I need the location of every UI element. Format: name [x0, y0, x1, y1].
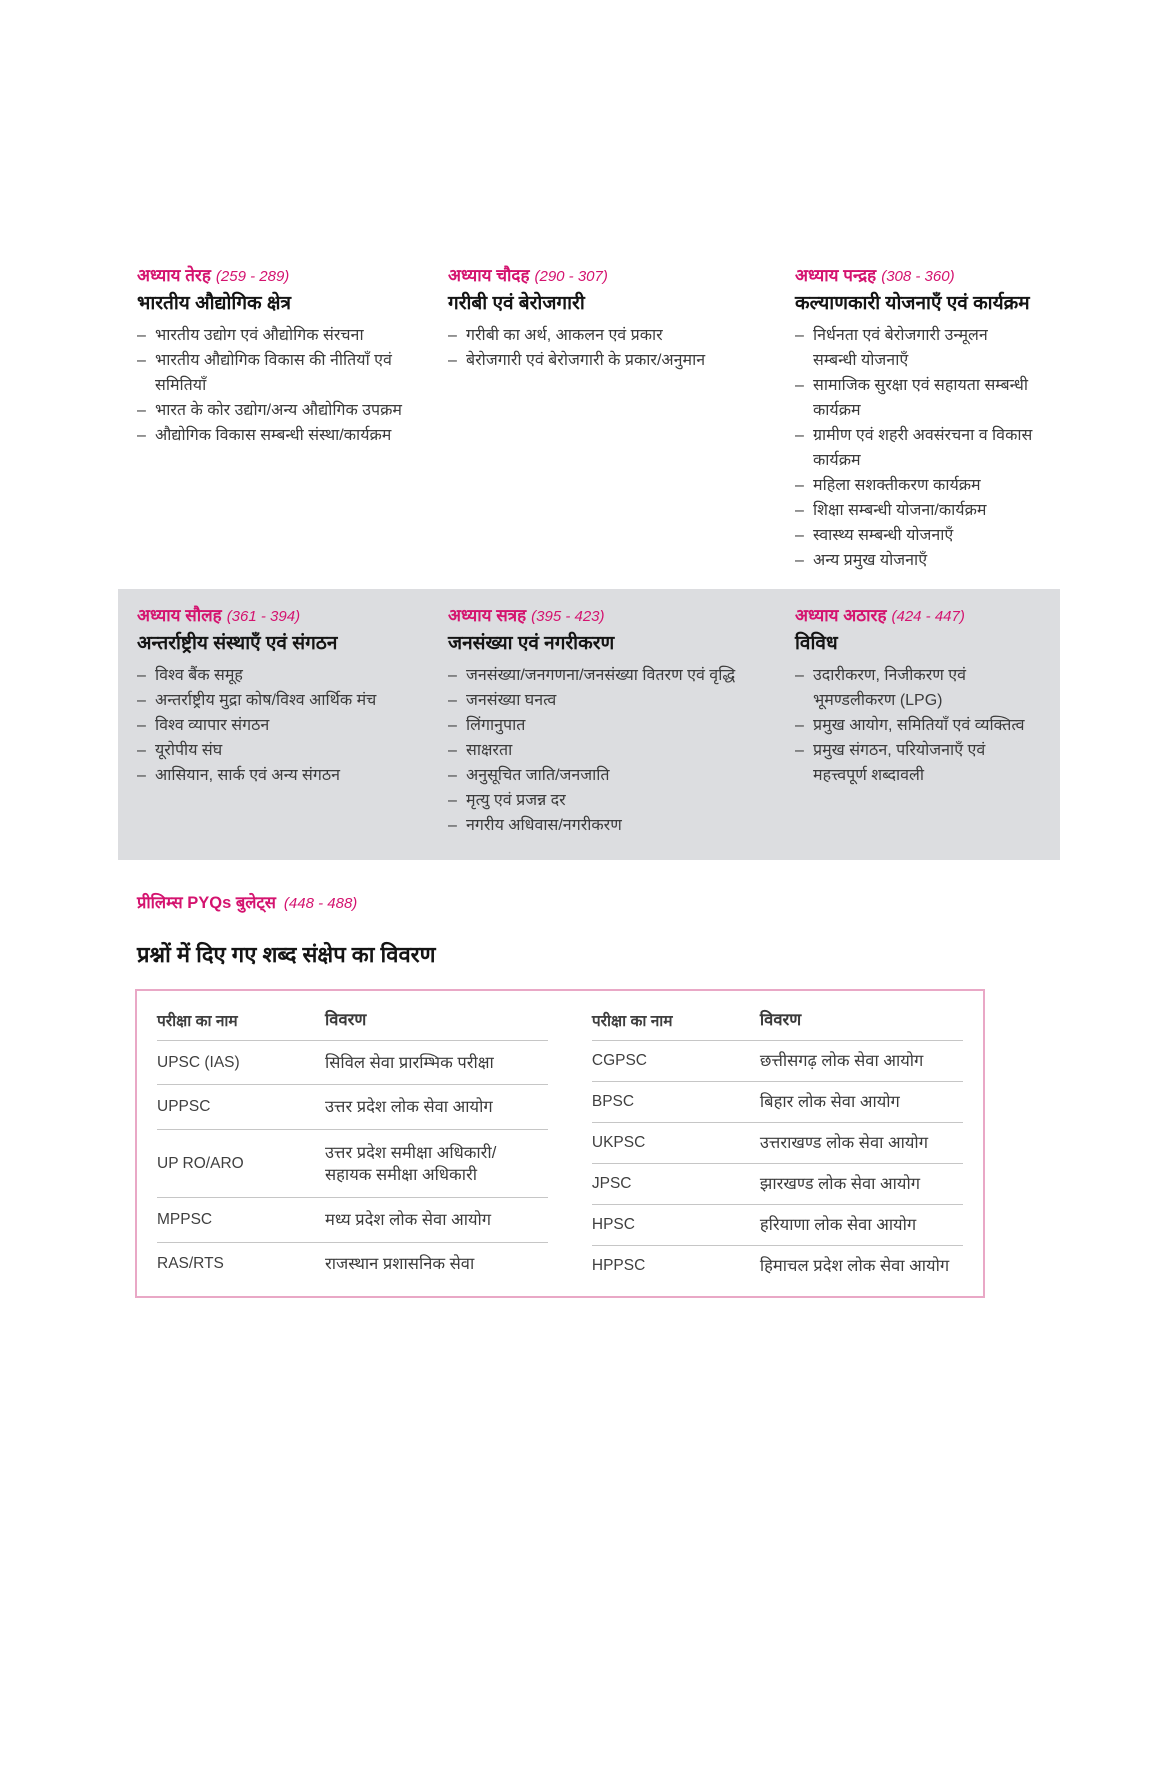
toc-item-text: नगरीय अधिवास/नगरीकरण: [466, 817, 622, 834]
chapter-17: [448, 605, 795, 838]
toc-item: [795, 473, 1034, 498]
chapter-page-range: (259 - 289): [215, 268, 290, 285]
chapters-row-top: [118, 265, 1060, 573]
toc-item: [795, 423, 1034, 473]
table-header-row: [157, 1001, 548, 1041]
toc-item-text: प्रमुख संगठन, परियोजनाएँ एवं महत्त्वपूर्ण शब्दावली: [813, 742, 986, 784]
toc-item-text: उदारीकरण, निजीकरण एवं भूमण्डलीकरण (LPG): [813, 667, 967, 709]
table-row: [592, 1205, 963, 1246]
chapter-label: अध्याय सत्रह: [448, 606, 527, 625]
toc-item-text: गरीबी का अर्थ, आकलन एवं प्रकार: [466, 327, 663, 344]
toc-item-dash: –: [448, 792, 457, 809]
table-row: [592, 1123, 963, 1164]
chapter-label: अध्याय अठारह: [795, 606, 887, 625]
exam-code-cell: BPSC: [592, 1082, 760, 1123]
exam-description-cell: बिहार लोक सेवा आयोग: [760, 1082, 963, 1123]
chapter-13-heading: [137, 265, 422, 288]
toc-item-dash: –: [448, 327, 457, 344]
toc-item-dash: –: [795, 502, 804, 519]
toc-item: [448, 813, 769, 838]
chapters-row-bottom: [118, 605, 1060, 838]
toc-item: [795, 738, 1034, 788]
chapter-15-title: कल्याणकारी योजनाएँ एवं कार्यक्रम: [795, 293, 1030, 314]
exam-code-cell: UPPSC: [157, 1085, 325, 1129]
table-row: [592, 1164, 963, 1205]
chapter-13-items: [137, 323, 422, 448]
toc-item-dash: –: [448, 352, 457, 369]
toc-item-dash: –: [448, 817, 457, 834]
toc-item-text: सामाजिक सुरक्षा एवं सहायता सम्बन्धी कार्यक्रम: [813, 377, 1029, 419]
toc-item-dash: –: [795, 427, 804, 444]
exam-code-cell: CGPSC: [592, 1041, 760, 1082]
toc-item-text: यूरोपीय संघ: [155, 742, 223, 759]
table-row: [157, 1242, 548, 1286]
toc-item-dash: –: [448, 717, 457, 734]
toc-item-dash: –: [448, 767, 457, 784]
chapter-18: [795, 605, 1060, 838]
toc-item-text: स्वास्थ्य सम्बन्धी योजनाएँ: [813, 527, 954, 544]
abbrev-table-left: [157, 1001, 548, 1286]
exam-code-cell: RAS/RTS: [157, 1255, 224, 1273]
exam-code-cell: UP RO/ARO: [157, 1129, 325, 1197]
toc-item-dash: –: [137, 667, 146, 684]
toc-item-dash: –: [795, 327, 804, 344]
toc-item-text: औद्योगिक विकास सम्बन्धी संस्था/कार्यक्रम: [155, 427, 392, 444]
toc-item-dash: –: [795, 477, 804, 494]
chapter-17-title: जनसंख्या एवं नगरीकरण: [448, 633, 615, 654]
toc-item: [795, 323, 1034, 373]
table-row: [592, 1246, 963, 1287]
toc-item-text: जनसंख्या/जनगणना/जनसंख्या वितरण एवं वृद्धि: [466, 667, 736, 684]
toc-item-text: अन्तर्राष्ट्रीय मुद्रा कोष/विश्व आर्थिक मंच: [155, 692, 377, 709]
chapter-15-items: [795, 323, 1034, 573]
toc-item-text: महिला सशक्तीकरण कार्यक्रम: [813, 477, 981, 494]
chapter-15-heading: [795, 265, 1034, 288]
chapter-page-range: (361 - 394): [226, 608, 301, 625]
toc-item-text: भारतीय उद्योग एवं औद्योगिक संरचना: [155, 327, 364, 344]
toc-item: [448, 663, 769, 688]
table-row: [157, 1041, 548, 1085]
chapter-16: [137, 605, 448, 838]
toc-item-dash: –: [137, 402, 146, 419]
chapter-page-range: (308 - 360): [881, 268, 955, 285]
exam-description-cell: हरियाणा लोक सेवा आयोग: [760, 1205, 963, 1246]
table-row: [157, 1085, 548, 1129]
table-row: [592, 1082, 963, 1123]
table-row: [157, 1198, 548, 1242]
exam-description-cell: हिमाचल प्रदेश लोक सेवा आयोग: [759, 1257, 950, 1275]
toc-item-text: विश्व व्यापार संगठन: [155, 717, 270, 734]
chapter-label: अध्याय पन्द्रह: [795, 266, 877, 285]
toc-item-dash: –: [795, 527, 804, 544]
table-row: [592, 1041, 963, 1082]
toc-item-dash: –: [137, 717, 146, 734]
pyqs-label: प्रीलिम्स PYQs बुलेट्स: [137, 894, 276, 912]
toc-item-dash: –: [795, 552, 804, 569]
toc-item: [137, 423, 422, 448]
chapter-14-title: गरीबी एवं बेरोजगारी: [448, 293, 585, 314]
column-header-exam-name: परीक्षा का नाम: [157, 1001, 325, 1041]
abbrev-table-right-body: [592, 1041, 963, 1287]
chapter-18-items: [795, 663, 1034, 788]
exam-description-cell: छत्तीसगढ़ लोक सेवा आयोग: [760, 1041, 963, 1082]
toc-item: [137, 348, 422, 398]
toc-item-text: बेरोजगारी एवं बेरोजगारी के प्रकार/अनुमान: [466, 352, 706, 369]
toc-item: [448, 763, 769, 788]
toc-item-dash: –: [448, 667, 457, 684]
pyqs-bullets-line: [137, 892, 1060, 915]
toc-item: [137, 663, 422, 688]
chapter-15: [795, 265, 1060, 573]
chapter-17-heading: [448, 605, 769, 628]
toc-item-text: भारत के कोर उद्योग/अन्य औद्योगिक उपक्रम: [155, 402, 402, 419]
toc-item: [137, 713, 422, 738]
toc-item-dash: –: [137, 742, 146, 759]
toc-item-text: विश्व बैंक समूह: [155, 667, 243, 684]
chapter-13: [137, 265, 448, 573]
toc-item-dash: –: [137, 427, 146, 444]
toc-item: [795, 663, 1034, 713]
toc-item: [137, 763, 422, 788]
chapter-14: [448, 265, 795, 573]
toc-item: [448, 688, 769, 713]
toc-item-dash: –: [137, 327, 146, 344]
toc-item-text: लिंगानुपात: [466, 717, 526, 734]
toc-item: [448, 788, 769, 813]
pyqs-page-range: (448 - 488): [283, 895, 358, 912]
toc-item-dash: –: [137, 692, 146, 709]
chapter-16-heading: [137, 605, 422, 628]
toc-item-text: मृत्यु एवं प्रजन्न दर: [466, 792, 566, 809]
exam-description-cell: उत्तर प्रदेश समीक्षा अधिकारी/ सहायक समीक्षा अधिकारी: [325, 1129, 548, 1197]
toc-item-dash: –: [137, 352, 146, 369]
toc-item-text: ग्रामीण एवं शहरी अवसंरचना व विकास कार्यक्रम: [813, 427, 1033, 469]
exam-description-cell: राजस्थान प्रशासनिक सेवा: [325, 1255, 475, 1274]
abbreviations-heading: प्रश्नों में दिए गए शब्द संक्षेप का विवरण: [137, 942, 436, 967]
toc-item-text: भारतीय औद्योगिक विकास की नीतियाँ एवं समितियाँ: [155, 352, 392, 394]
exam-code-cell: HPSC: [592, 1205, 760, 1246]
chapter-14-heading: [448, 265, 769, 288]
exam-description-cell: उत्तर प्रदेश लोक सेवा आयोग: [325, 1085, 548, 1129]
chapter-page-range: (395 - 423): [531, 608, 605, 625]
toc-item-dash: –: [795, 377, 804, 394]
exam-description-cell: मध्य प्रदेश लोक सेवा आयोग: [325, 1198, 548, 1242]
toc-item: [795, 498, 1034, 523]
chapter-page-range: (290 - 307): [534, 268, 608, 285]
toc-item-dash: –: [448, 742, 457, 759]
toc-item: [448, 323, 769, 348]
chapter-18-heading: [795, 605, 1034, 628]
toc-item-text: निर्धनता एवं बेरोजगारी उन्मूलन सम्बन्धी योजनाएँ: [813, 327, 988, 369]
chapter-label: अध्याय सौलह: [137, 606, 222, 625]
exam-code-cell: JPSC: [592, 1164, 760, 1205]
toc-item-text: आसियान, सार्क एवं अन्य संगठन: [155, 767, 341, 784]
chapters-gray-band: [118, 589, 1060, 860]
chapter-label: अध्याय तेरह: [137, 266, 211, 285]
exam-code-cell: HPPSC: [591, 1257, 646, 1274]
exam-code-cell: MPPSC: [157, 1198, 325, 1242]
toc-item-text: जनसंख्या घनत्व: [466, 692, 557, 709]
table-row: [157, 1129, 548, 1197]
exam-code-cell: UPSC (IAS): [157, 1041, 325, 1085]
column-header-exam-name: परीक्षा का नाम: [592, 1001, 760, 1041]
toc-item: [795, 373, 1034, 423]
toc-item: [137, 738, 422, 763]
toc-item-dash: –: [137, 767, 146, 784]
chapter-16-title: अन्तर्राष्ट्रीय संस्थाएँ एवं संगठन: [137, 633, 338, 654]
toc-item: [795, 548, 1034, 573]
toc-item: [448, 738, 769, 763]
toc-item: [795, 523, 1034, 548]
toc-page: [118, 265, 1060, 1298]
toc-item: [448, 713, 769, 738]
toc-item: [448, 348, 769, 373]
column-header-description: विवरण: [325, 1001, 548, 1041]
chapter-16-items: [137, 663, 422, 788]
exam-description-cell: सिविल सेवा प्रारम्भिक परीक्षा: [325, 1041, 548, 1085]
column-header-description: विवरण: [760, 1001, 963, 1041]
toc-item-dash: –: [795, 742, 804, 759]
exam-description-cell: उत्तराखण्ड लोक सेवा आयोग: [760, 1123, 963, 1164]
toc-item-dash: –: [795, 717, 804, 734]
chapter-14-items: [448, 323, 769, 373]
table-header-row: [592, 1001, 963, 1041]
exam-code-cell: UKPSC: [592, 1123, 760, 1164]
chapter-page-range: (424 - 447): [891, 608, 965, 625]
toc-item-text: प्रमुख आयोग, समितियाँ एवं व्यक्तित्व: [813, 717, 1025, 734]
abbrev-table-left-body: [157, 1041, 548, 1287]
toc-item: [137, 688, 422, 713]
toc-item-text: साक्षरता: [466, 742, 513, 759]
toc-item-text: शिक्षा सम्बन्धी योजना/कार्यक्रम: [813, 502, 987, 519]
chapter-13-title: भारतीय औद्योगिक क्षेत्र: [137, 293, 292, 314]
abbreviations-table-box: [135, 989, 985, 1298]
toc-item: [795, 713, 1034, 738]
abbrev-table-right: [592, 1001, 963, 1286]
chapter-17-items: [448, 663, 769, 838]
exam-description-cell: झारखण्ड लोक सेवा आयोग: [760, 1164, 963, 1205]
toc-item: [137, 323, 422, 348]
toc-item: [137, 398, 422, 423]
chapter-18-title: विविध: [795, 633, 838, 654]
chapter-label: अध्याय चौदह: [448, 266, 530, 285]
toc-item-text: अनुसूचित जाति/जनजाति: [466, 767, 610, 784]
toc-item-dash: –: [795, 667, 804, 684]
toc-item-dash: –: [448, 692, 457, 709]
toc-item-text: अन्य प्रमुख योजनाएँ: [813, 552, 928, 569]
